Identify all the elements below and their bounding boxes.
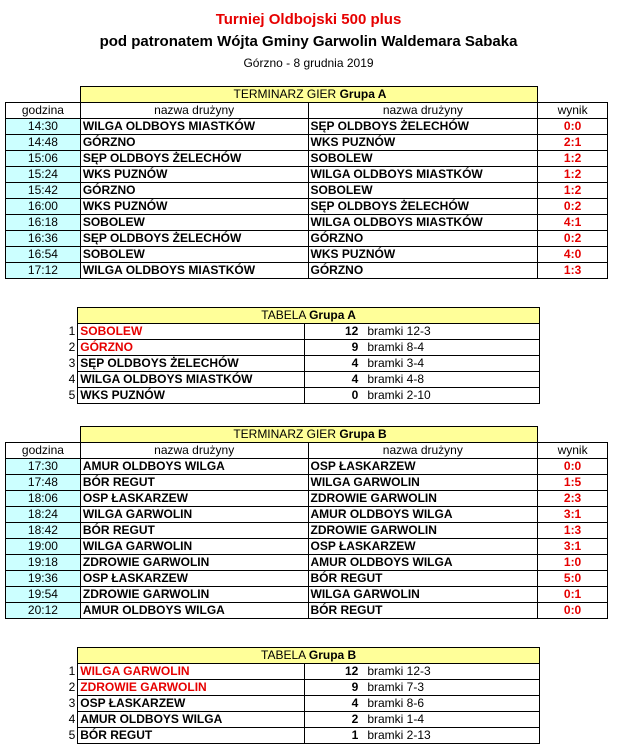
match-row [6, 555, 608, 571]
schedule-group-a [5, 86, 608, 279]
away-team: SOBOLEW [308, 151, 538, 167]
goals-value: 8-6 [406, 696, 425, 710]
match-row [6, 231, 608, 247]
match-row [6, 263, 608, 279]
goals-value: 2-10 [406, 388, 431, 402]
goals-label: bramki [367, 728, 404, 742]
away-team: AMUR OLDBOYS WILGA [308, 507, 538, 523]
standings-group-a [5, 307, 540, 404]
match-time: 16:54 [6, 247, 81, 263]
standings-position: 1 [68, 664, 76, 678]
standings-goals [362, 372, 539, 388]
home-team: BÓR REGUT [80, 523, 308, 539]
standings-position: 1 [68, 324, 76, 338]
match-row [6, 151, 608, 167]
away-team: GÓRZNO [308, 231, 538, 247]
goals-label: bramki [367, 664, 404, 678]
standings-points: 12 [305, 664, 363, 680]
match-time: 16:18 [6, 215, 81, 231]
match-row [6, 119, 608, 135]
tournament-title: Turniej Oldbojski 500 plus [215, 11, 402, 28]
match-row [6, 571, 608, 587]
match-score: 5:0 [538, 571, 608, 587]
column-header-time: godzina [6, 103, 81, 119]
standings-points: 2 [305, 712, 363, 728]
away-team: OSP ŁASKARZEW [308, 539, 538, 555]
match-score: 4:0 [538, 247, 608, 263]
column-header-result: wynik [538, 103, 608, 119]
goals-value: 4-8 [406, 372, 425, 386]
match-time: 18:06 [6, 491, 81, 507]
match-row [6, 247, 608, 263]
standings-team: WKS PUZNÓW [78, 388, 305, 404]
standings-team: WILGA OLDBOYS MIASTKÓW [78, 372, 305, 388]
standings-points: 12 [305, 324, 363, 340]
standings-goals [362, 728, 539, 744]
match-time: 16:36 [6, 231, 81, 247]
home-team: ZDROWIE GARWOLIN [80, 587, 308, 603]
match-row [6, 215, 608, 231]
away-team: ZDROWIE GARWOLIN [308, 491, 538, 507]
column-header-team: nazwa drużyny [80, 103, 308, 119]
home-team: SĘP OLDBOYS ŻELECHÓW [80, 151, 308, 167]
match-time: 19:36 [6, 571, 81, 587]
home-team: WILGA GARWOLIN [80, 539, 308, 555]
schedule-group-b [5, 426, 608, 619]
standings-position: 3 [68, 356, 76, 370]
match-row [6, 199, 608, 215]
match-time: 19:54 [6, 587, 81, 603]
match-time: 15:42 [6, 183, 81, 199]
goals-label: bramki [367, 696, 404, 710]
away-team: SOBOLEW [308, 183, 538, 199]
standings-goals [362, 324, 539, 340]
home-team: OSP ŁASKARZEW [80, 571, 308, 587]
standings-points: 0 [305, 388, 363, 404]
match-time: 19:18 [6, 555, 81, 571]
standings-team: SOBOLEW [78, 324, 305, 340]
home-team: WKS PUZNÓW [80, 167, 308, 183]
standings-row [5, 680, 540, 696]
away-team: AMUR OLDBOYS WILGA [308, 555, 538, 571]
standings-title: TABELA Grupa B [78, 648, 540, 664]
match-row [6, 507, 608, 523]
standings-goals [362, 696, 539, 712]
home-team: ZDROWIE GARWOLIN [80, 555, 308, 571]
away-team: SĘP OLDBOYS ŻELECHÓW [308, 199, 538, 215]
column-header-team: nazwa drużyny [308, 103, 538, 119]
match-score: 0:1 [538, 587, 608, 603]
standings-points: 4 [305, 356, 363, 372]
standings-title: TABELA Grupa A [78, 308, 540, 324]
schedule-title: TERMINARZ GIER Grupa B [80, 427, 537, 443]
match-score: 0:2 [538, 199, 608, 215]
match-score: 1:3 [538, 523, 608, 539]
home-team: GÓRZNO [80, 183, 308, 199]
goals-label: bramki [367, 712, 404, 726]
match-score: 1:2 [538, 183, 608, 199]
away-team: WILGA OLDBOYS MIASTKÓW [308, 167, 538, 183]
away-team: WILGA GARWOLIN [308, 475, 538, 491]
home-team: SOBOLEW [80, 215, 308, 231]
home-team: WILGA OLDBOYS MIASTKÓW [80, 263, 308, 279]
home-team: AMUR OLDBOYS WILGA [80, 603, 308, 619]
match-score: 0:0 [538, 459, 608, 475]
column-header-team: nazwa drużyny [308, 443, 538, 459]
match-row [6, 475, 608, 491]
standings-row [5, 664, 540, 680]
goals-label: bramki [367, 388, 404, 402]
match-time: 20:12 [6, 603, 81, 619]
match-row [6, 167, 608, 183]
match-row [6, 603, 608, 619]
standings-row [5, 324, 540, 340]
match-score: 0:0 [538, 603, 608, 619]
standings-row [5, 372, 540, 388]
standings-row [5, 696, 540, 712]
goals-value: 7-3 [406, 680, 425, 694]
standings-goals [362, 388, 539, 404]
standings-team: AMUR OLDBOYS WILGA [78, 712, 305, 728]
match-time: 15:24 [6, 167, 81, 183]
standings-position: 3 [68, 696, 76, 710]
standings-position: 2 [68, 340, 76, 354]
away-team: WKS PUZNÓW [308, 247, 538, 263]
goals-label: bramki [367, 680, 404, 694]
schedule-title: TERMINARZ GIER Grupa A [80, 87, 537, 103]
standings-position: 2 [68, 680, 76, 694]
standings-points: 9 [305, 340, 363, 356]
match-time: 18:24 [6, 507, 81, 523]
match-row [6, 491, 608, 507]
standings-goals [362, 712, 539, 728]
match-time: 17:12 [6, 263, 81, 279]
home-team: SOBOLEW [80, 247, 308, 263]
standings-team: ZDROWIE GARWOLIN [78, 680, 305, 696]
match-row [6, 135, 608, 151]
away-team: GÓRZNO [308, 263, 538, 279]
match-row [6, 539, 608, 555]
match-time: 16:00 [6, 199, 81, 215]
standings-row [5, 712, 540, 728]
home-team: GÓRZNO [80, 135, 308, 151]
home-team: WILGA GARWOLIN [80, 507, 308, 523]
column-header-result: wynik [538, 443, 608, 459]
match-time: 17:30 [6, 459, 81, 475]
match-score: 2:1 [538, 135, 608, 151]
standings-team: BÓR REGUT [78, 728, 305, 744]
goals-value: 1-4 [406, 712, 425, 726]
match-row [6, 587, 608, 603]
match-time: 17:48 [6, 475, 81, 491]
goals-label: bramki [367, 340, 404, 354]
standings-position: 4 [68, 372, 76, 386]
goals-value: 12-3 [406, 664, 431, 678]
goals-label: bramki [367, 372, 404, 386]
standings-position: 5 [68, 388, 76, 402]
match-score: 1:2 [538, 167, 608, 183]
standings-group-b [5, 647, 540, 744]
goals-value: 8-4 [406, 340, 425, 354]
away-team: OSP ŁASKARZEW [308, 459, 538, 475]
away-team: BÓR REGUT [308, 603, 538, 619]
standings-row [5, 340, 540, 356]
away-team: WILGA GARWOLIN [308, 587, 538, 603]
schedule-column-headers [6, 103, 608, 119]
standings-points: 4 [305, 696, 363, 712]
match-score: 0:2 [538, 231, 608, 247]
home-team: SĘP OLDBOYS ŻELECHÓW [80, 231, 308, 247]
home-team: BÓR REGUT [80, 475, 308, 491]
standings-goals [362, 680, 539, 696]
standings-position: 4 [68, 712, 76, 726]
match-score: 1:5 [538, 475, 608, 491]
match-time: 14:30 [6, 119, 81, 135]
match-score: 1:2 [538, 151, 608, 167]
match-time: 18:42 [6, 523, 81, 539]
tournament-subtitle: pod patronatem Wójta Gminy Garwolin Waldemara Sabaka [99, 33, 518, 50]
goals-label: bramki [367, 356, 404, 370]
standings-points: 4 [305, 372, 363, 388]
match-score: 4:1 [538, 215, 608, 231]
match-score: 3:1 [538, 539, 608, 555]
standings-row [5, 388, 540, 404]
column-header-time: godzina [6, 443, 81, 459]
standings-goals [362, 664, 539, 680]
standings-team: OSP ŁASKARZEW [78, 696, 305, 712]
standings-team: WILGA GARWOLIN [78, 664, 305, 680]
match-row [6, 523, 608, 539]
match-row [6, 459, 608, 475]
standings-points: 9 [305, 680, 363, 696]
match-time: 19:00 [6, 539, 81, 555]
standings-position: 5 [68, 728, 76, 742]
away-team: WKS PUZNÓW [308, 135, 538, 151]
home-team: OSP ŁASKARZEW [80, 491, 308, 507]
goals-value: 3-4 [406, 356, 425, 370]
home-team: AMUR OLDBOYS WILGA [80, 459, 308, 475]
home-team: WILGA OLDBOYS MIASTKÓW [80, 119, 308, 135]
away-team: SĘP OLDBOYS ŻELECHÓW [308, 119, 538, 135]
tournament-date-place: Górzno - 8 grudnia 2019 [243, 56, 374, 70]
match-score: 1:3 [538, 263, 608, 279]
standings-goals [362, 340, 539, 356]
match-row [6, 183, 608, 199]
goals-value: 2-13 [406, 728, 431, 742]
match-score: 0:0 [538, 119, 608, 135]
away-team: ZDROWIE GARWOLIN [308, 523, 538, 539]
standings-row [5, 728, 540, 744]
match-score: 1:0 [538, 555, 608, 571]
standings-points: 1 [305, 728, 363, 744]
away-team: BÓR REGUT [308, 571, 538, 587]
standings-team: GÓRZNO [78, 340, 305, 356]
match-score: 2:3 [538, 491, 608, 507]
match-time: 14:48 [6, 135, 81, 151]
match-score: 3:1 [538, 507, 608, 523]
goals-value: 12-3 [406, 324, 431, 338]
home-team: WKS PUZNÓW [80, 199, 308, 215]
goals-label: bramki [367, 324, 404, 338]
column-header-team: nazwa drużyny [80, 443, 308, 459]
standings-goals [362, 356, 539, 372]
standings-team: SĘP OLDBOYS ŻELECHÓW [78, 356, 305, 372]
match-time: 15:06 [6, 151, 81, 167]
away-team: WILGA OLDBOYS MIASTKÓW [308, 215, 538, 231]
schedule-column-headers [6, 443, 608, 459]
standings-row [5, 356, 540, 372]
